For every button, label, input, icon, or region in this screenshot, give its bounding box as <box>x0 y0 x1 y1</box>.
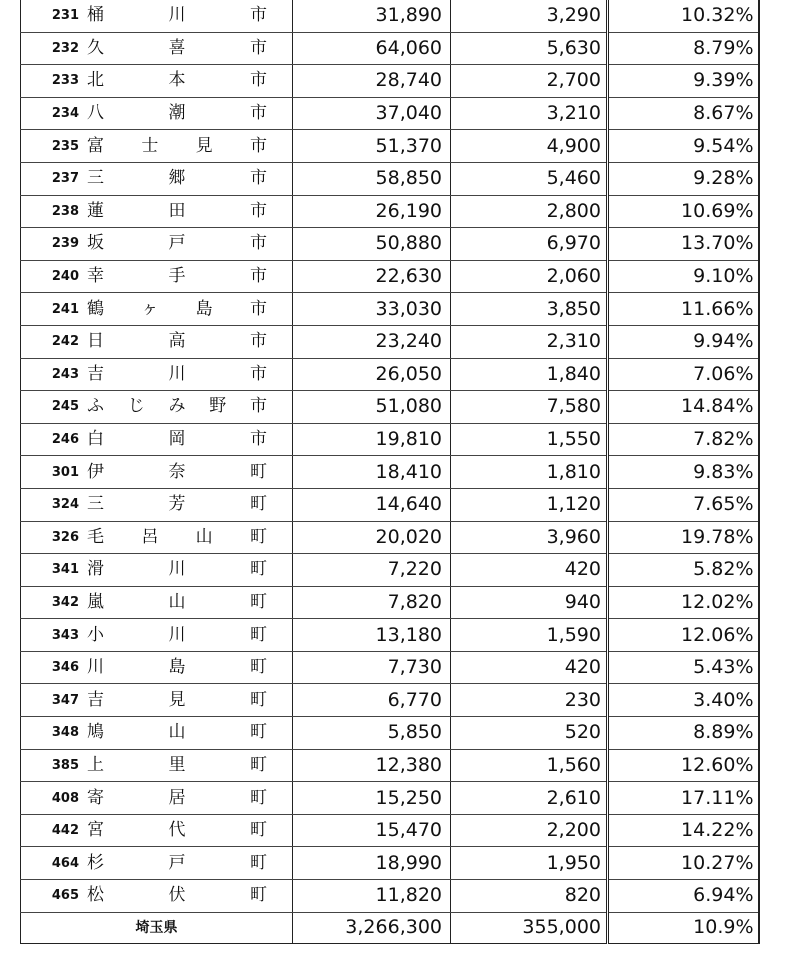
count-value: 520 <box>451 717 608 750</box>
municipality-cell <box>21 717 293 750</box>
population-value: 51,370 <box>293 130 451 163</box>
municipality-code: 385 <box>51 757 79 773</box>
population-value: 31,890 <box>293 0 451 32</box>
municipality-name: ふ じ み 野 市 <box>87 396 267 417</box>
municipality-code: 232 <box>51 40 79 56</box>
municipality-code: 233 <box>51 73 79 89</box>
table-row <box>21 130 759 163</box>
table-row <box>21 162 759 195</box>
municipality-cell <box>21 847 293 880</box>
municipality-name: 上 里 町 <box>87 754 267 775</box>
municipality-code: 343 <box>51 627 79 643</box>
municipality-name: 吉 川 市 <box>87 363 267 384</box>
municipality-code: 341 <box>51 562 79 578</box>
municipality-name: 久 喜 市 <box>87 37 267 58</box>
municipality-name: 寄 居 町 <box>87 787 267 808</box>
table-row <box>21 358 759 391</box>
municipality-code: 245 <box>51 399 79 415</box>
population-value: 20,020 <box>293 521 451 554</box>
municipality-name: 伊 奈 町 <box>87 461 267 482</box>
count-value: 2,700 <box>451 65 608 98</box>
municipality-cell <box>21 391 293 424</box>
table-row <box>21 586 759 619</box>
count-value: 3,960 <box>451 521 608 554</box>
rate-value: 7.82% <box>608 423 759 456</box>
table-row <box>21 97 759 130</box>
table-row <box>21 195 759 228</box>
municipality-table <box>20 0 760 944</box>
municipality-cell <box>21 814 293 847</box>
municipality-name: 嵐 山 町 <box>87 591 267 612</box>
rate-value: 19.78% <box>608 521 759 554</box>
municipality-code: 241 <box>51 301 79 317</box>
rate-value: 13.70% <box>608 228 759 261</box>
count-value: 4,900 <box>451 130 608 163</box>
population-value: 15,470 <box>293 814 451 847</box>
municipality-code: 246 <box>51 432 79 448</box>
count-value: 2,310 <box>451 325 608 358</box>
population-value: 51,080 <box>293 391 451 424</box>
population-value: 50,880 <box>293 228 451 261</box>
population-value: 28,740 <box>293 65 451 98</box>
municipality-name: 蓮 田 市 <box>87 200 267 221</box>
count-value: 5,630 <box>451 32 608 65</box>
municipality-name: 桶 川 市 <box>87 5 267 26</box>
population-value: 11,820 <box>293 880 451 913</box>
table-row <box>21 847 759 880</box>
rate-value: 6.94% <box>608 880 759 913</box>
municipality-name: 三 郷 市 <box>87 168 267 189</box>
municipality-cell <box>21 456 293 489</box>
table-row <box>21 717 759 750</box>
table-row <box>21 0 759 32</box>
municipality-name: 吉 見 町 <box>87 689 267 710</box>
table-row <box>21 684 759 717</box>
table-row <box>21 423 759 456</box>
total-population: 3,266,300 <box>293 912 451 943</box>
count-value: 1,560 <box>451 749 608 782</box>
rate-value: 9.28% <box>608 162 759 195</box>
rate-value: 12.02% <box>608 586 759 619</box>
population-value: 13,180 <box>293 619 451 652</box>
population-value: 26,050 <box>293 358 451 391</box>
population-value: 7,820 <box>293 586 451 619</box>
population-value: 15,250 <box>293 782 451 815</box>
rate-value: 8.89% <box>608 717 759 750</box>
count-value: 1,120 <box>451 488 608 521</box>
count-value: 230 <box>451 684 608 717</box>
count-value: 6,970 <box>451 228 608 261</box>
population-value: 26,190 <box>293 195 451 228</box>
municipality-cell <box>21 488 293 521</box>
table-row <box>21 260 759 293</box>
rate-value: 12.60% <box>608 749 759 782</box>
rate-value: 17.11% <box>608 782 759 815</box>
rate-value: 9.39% <box>608 65 759 98</box>
municipality-name: 幸 手 市 <box>87 266 267 287</box>
table-row <box>21 32 759 65</box>
municipality-cell <box>21 880 293 913</box>
rate-value: 3.40% <box>608 684 759 717</box>
table-row <box>21 521 759 554</box>
population-value: 18,410 <box>293 456 451 489</box>
municipality-name: 小 川 町 <box>87 624 267 645</box>
population-value: 18,990 <box>293 847 451 880</box>
municipality-cell <box>21 228 293 261</box>
population-value: 19,810 <box>293 423 451 456</box>
municipality-name: 杉 戸 町 <box>87 852 267 873</box>
municipality-code: 326 <box>51 529 79 545</box>
rate-value: 14.84% <box>608 391 759 424</box>
population-value: 5,850 <box>293 717 451 750</box>
municipality-cell <box>21 619 293 652</box>
rate-value: 11.66% <box>608 293 759 326</box>
municipality-name: 滑 川 町 <box>87 559 267 580</box>
municipality-cell <box>21 423 293 456</box>
count-value: 940 <box>451 586 608 619</box>
municipality-cell <box>21 32 293 65</box>
municipality-code: 465 <box>51 888 79 904</box>
count-value: 820 <box>451 880 608 913</box>
rate-value: 10.69% <box>608 195 759 228</box>
municipality-cell <box>21 162 293 195</box>
municipality-code: 324 <box>51 497 79 513</box>
population-value: 22,630 <box>293 260 451 293</box>
municipality-name: 日 高 市 <box>87 331 267 352</box>
rate-value: 9.94% <box>608 325 759 358</box>
municipality-name: 北 本 市 <box>87 70 267 91</box>
table-row <box>21 488 759 521</box>
municipality-cell <box>21 651 293 684</box>
population-value: 14,640 <box>293 488 451 521</box>
municipality-cell <box>21 325 293 358</box>
municipality-name: 白 岡 市 <box>87 429 267 450</box>
municipality-name: 松 伏 町 <box>87 885 267 906</box>
data-sheet <box>20 0 758 944</box>
table-row <box>21 651 759 684</box>
population-value: 23,240 <box>293 325 451 358</box>
total-count: 355,000 <box>451 912 608 943</box>
rate-value: 5.43% <box>608 651 759 684</box>
table-row <box>21 814 759 847</box>
municipality-cell <box>21 554 293 587</box>
rate-value: 8.67% <box>608 97 759 130</box>
count-value: 7,580 <box>451 391 608 424</box>
table-row <box>21 554 759 587</box>
municipality-cell <box>21 749 293 782</box>
municipality-name: 三 芳 町 <box>87 494 267 515</box>
municipality-code: 301 <box>51 464 79 480</box>
count-value: 1,840 <box>451 358 608 391</box>
municipality-code: 464 <box>51 855 79 871</box>
rate-value: 9.83% <box>608 456 759 489</box>
municipality-name: 八 潮 市 <box>87 103 267 124</box>
table-row <box>21 619 759 652</box>
rate-value: 9.10% <box>608 260 759 293</box>
municipality-name: 宮 代 町 <box>87 820 267 841</box>
rate-value: 14.22% <box>608 814 759 847</box>
count-value: 1,810 <box>451 456 608 489</box>
rate-value: 7.06% <box>608 358 759 391</box>
population-value: 7,730 <box>293 651 451 684</box>
municipality-code: 237 <box>51 171 79 187</box>
municipality-cell <box>21 293 293 326</box>
rate-value: 10.27% <box>608 847 759 880</box>
table-row <box>21 391 759 424</box>
municipality-cell <box>21 521 293 554</box>
rate-value: 10.32% <box>608 0 759 32</box>
municipality-name: 川 島 町 <box>87 657 267 678</box>
count-value: 2,610 <box>451 782 608 815</box>
municipality-code: 231 <box>51 8 79 24</box>
municipality-cell <box>21 586 293 619</box>
municipality-cell <box>21 195 293 228</box>
municipality-name: 坂 戸 市 <box>87 233 267 254</box>
table-row <box>21 65 759 98</box>
total-name: 埼玉県 <box>21 912 293 943</box>
municipality-cell <box>21 0 293 32</box>
total-row <box>21 912 759 943</box>
rate-value: 7.65% <box>608 488 759 521</box>
population-value: 58,850 <box>293 162 451 195</box>
count-value: 3,210 <box>451 97 608 130</box>
table-row <box>21 749 759 782</box>
count-value: 420 <box>451 651 608 684</box>
municipality-cell <box>21 260 293 293</box>
municipality-code: 347 <box>51 692 79 708</box>
municipality-code: 238 <box>51 203 79 219</box>
municipality-cell <box>21 782 293 815</box>
table-row <box>21 782 759 815</box>
municipality-code: 408 <box>51 790 79 806</box>
municipality-name: 鳩 山 町 <box>87 722 267 743</box>
count-value: 3,850 <box>451 293 608 326</box>
population-value: 7,220 <box>293 554 451 587</box>
municipality-cell <box>21 358 293 391</box>
count-value: 2,060 <box>451 260 608 293</box>
rate-value: 12.06% <box>608 619 759 652</box>
table-row <box>21 325 759 358</box>
municipality-code: 442 <box>51 823 79 839</box>
population-value: 6,770 <box>293 684 451 717</box>
municipality-name: 鶴 ヶ 島 市 <box>87 298 267 319</box>
municipality-cell <box>21 65 293 98</box>
count-value: 420 <box>451 554 608 587</box>
count-value: 1,590 <box>451 619 608 652</box>
count-value: 1,950 <box>451 847 608 880</box>
municipality-code: 234 <box>51 106 79 122</box>
count-value: 2,200 <box>451 814 608 847</box>
count-value: 5,460 <box>451 162 608 195</box>
municipality-code: 239 <box>51 236 79 252</box>
municipality-name: 毛 呂 山 町 <box>87 526 267 547</box>
population-value: 12,380 <box>293 749 451 782</box>
municipality-cell <box>21 684 293 717</box>
rate-value: 8.79% <box>608 32 759 65</box>
municipality-cell <box>21 97 293 130</box>
municipality-code: 342 <box>51 594 79 610</box>
population-value: 33,030 <box>293 293 451 326</box>
municipality-code: 242 <box>51 334 79 350</box>
municipality-code: 348 <box>51 725 79 741</box>
population-value: 64,060 <box>293 32 451 65</box>
rate-value: 9.54% <box>608 130 759 163</box>
count-value: 1,550 <box>451 423 608 456</box>
table-row <box>21 228 759 261</box>
total-rate: 10.9% <box>608 912 759 943</box>
table-row <box>21 293 759 326</box>
population-value: 37,040 <box>293 97 451 130</box>
count-value: 2,800 <box>451 195 608 228</box>
rate-value: 5.82% <box>608 554 759 587</box>
municipality-code: 235 <box>51 138 79 154</box>
municipality-cell <box>21 130 293 163</box>
table-body <box>21 0 759 943</box>
municipality-name: 富 士 見 市 <box>87 135 267 156</box>
count-value: 3,290 <box>451 0 608 32</box>
municipality-code: 240 <box>51 269 79 285</box>
table-row <box>21 456 759 489</box>
table-row <box>21 880 759 913</box>
municipality-code: 243 <box>51 366 79 382</box>
municipality-code: 346 <box>51 660 79 676</box>
